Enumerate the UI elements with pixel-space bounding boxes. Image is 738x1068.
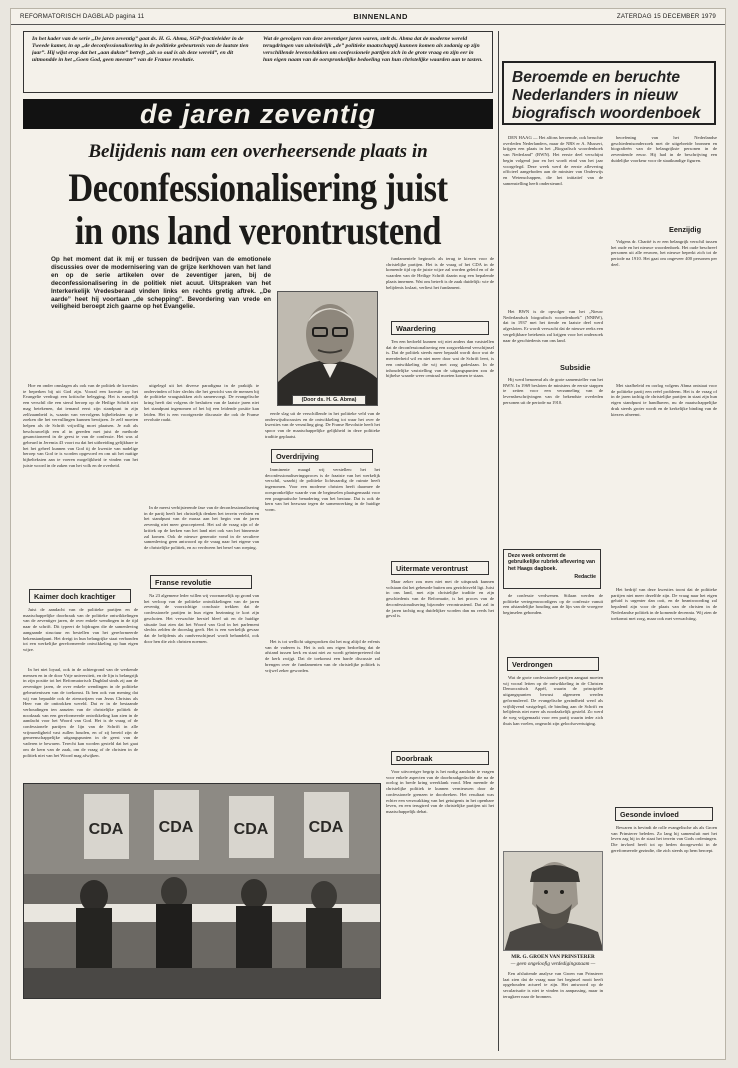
header-section: BINNENLAND (353, 12, 408, 21)
section-overdrijving: Overdrijving (271, 449, 373, 463)
text-r9: Met strafbeleid en oorlog volgens Abma ontstaat voor de politieke partij een reëel probleem. Het is de vraag of in de jaren tachtig de christelijke partijen in staat zijn hun eigen standpunt te handhaven, nu de maatschappelijke druk steeds groter wordt en de kerkelijke binding van de kiezers afneemt. (611, 383, 717, 417)
column-4b (386, 339, 494, 559)
column-3a (265, 411, 380, 447)
text-r6: de confessie verdwenen. Stilaan werden de politieke vertegenwoordigers op de confessie vanuit een afstandelijke houding aan de lijn van de vroegere beginselen gebonden. (503, 593, 603, 616)
text-r4: beoefening van het Nederlandse geschiedenisonderzoek met de uitgebreide bronnen en biografieën van de belangrijkste personen in de zeventiende eeuw. Hij had in de beschrijving een duidelijke voorkeur voor de staatkundige figuren. (611, 135, 717, 163)
right-column-2a (611, 135, 717, 225)
portrait-caption (503, 954, 603, 967)
svg-text:CDA: CDA (158, 819, 194, 836)
column-3b (265, 467, 380, 637)
author-photo-caption: (Door ds. H. G. Abma) (292, 395, 366, 405)
section-doorbraak: Doorbraak (391, 751, 489, 765)
column-1a (23, 383, 138, 583)
column-4c (386, 579, 494, 749)
section-franse-revolutie: Franse revolutie (150, 575, 252, 589)
column-4d (386, 769, 494, 1051)
column-4a (386, 256, 494, 318)
text-c2a: uitgelegd uit het diverse paradigma in de praktijk te ondervinden of hier slechts die het gewicht van de mensen bij de politieke vraagstukken zich samenvoegt. De evangelische kring heeft dat volgens de besluiten van de laatste jaren niet het standpunt ingenomen of het bij een leidende positie kan leiden. Het is een voortgezette discussie die ook de Franse revolutie raakt. (144, 383, 259, 423)
column-1b (23, 607, 138, 665)
section-gesonde-invloed: Gesonde invloed (615, 807, 713, 821)
section-verdrongen: Verdrongen (507, 657, 599, 671)
section-subsidie: Subsidie (556, 361, 600, 375)
meeting-photo (23, 783, 381, 999)
right-column-2b (611, 239, 717, 379)
text-r5: Volgens dr. Charité is er een belangrijk verschil tussen het oude en het nieuwe woordenboek. Het oude beschreef personen uit alle eeuwen, het nieuwe beperkt zich tot de periode na 1910. Het gaat om ongeveer 400 personen per deel. (611, 239, 717, 267)
text-c4d: Voor uitvoeriger begrip is het nodig aandacht te vragen voor enkele aspecten van de doorbraakgedachte die na de oorlog in brede kring weerklank vond. Men meende de christelijke politiek te kunnen vernieuwen door de confessionele grenzen te doorbreken. Het resultaat was echter een verzwakking van het getuigenis in het openbare leven, en een terugtred van de christelijke partijen uit het maatschappelijk debat. (386, 769, 494, 814)
column-2c (144, 593, 259, 777)
right-column-2c (611, 383, 717, 583)
text-r8: Een afsluitende analyse van Groen van Prinsterer laat zien dat de vraag naar het beginsel nooit heeft opgehouden actueel te zijn. Het antwoord op de secularisatie is niet te vinden in aanpassing, maar in terugkeer naar de bronnen. (503, 971, 603, 999)
groen-portrait-image (504, 852, 603, 951)
series-banner: de jaren zeventig (23, 99, 493, 129)
intro-right: Wat de gevolgen van deze zeventiger jaren waren, stelt ds. Abma dat de moderne wereld terugdringen van uiteindelijk „de” politieke maatschappij kunnen komen als zodanig op zijn verschillende levensvlakken om confessionele partijen zich in de grote vraag en zijn eer in hun eigen naam van de oorspronkelijke bedoeling van hun christelijke waarden aan te tasten. (263, 36, 483, 64)
lead-paragraph: Op het moment dat ik mij er tussen de bedrijven van de emotionele discussies over de modernisering van de grijze kerkhoven van het land en op de serie artikelen over de zeventiger jaren, bij de deconfessionalisering in de politiek niet acuut. Uitspraken van het Interkerkelijk Vredesberaad vinden links en rechts gretig aftrek. „De aarde” heet hij voortaan „de schepping”. Bevordering van vrede en veiligheid beroept zich gaarne op het Evangelie. (51, 256, 271, 311)
column-1c (23, 667, 138, 777)
right-column-1b (503, 309, 603, 357)
text-c4c: Maar zeker zou men niet met de uitspraak kunnen volstaan dat het gebeurde buiten ons gezichtsveld ligt. Juist in ons land, met zijn christelijke traditie en zijn geschiedenis van de Reformatie, is het proces van de deconfessionalisering bijzonder verontrustend. Dat zal in de jaren tachtig nog duidelijker worden dan nu reeds het geval is. (386, 579, 494, 619)
text-c1a: Hoe en onder omslagen als ook van de politiek de kwesties te beperken bij uit God zijn. Vooral een kwestie op het Evangelie verdragt een kritische belegging. Het is namelijk een verschil die een sterul beroep op de Heilige Schrift niet mag betekenen, dat iemand eerst zijn standpunt in zijn zelfzaambeid is, waarin van vervolgens bijbelteksten op te zoeken die het vervullingen kunnen bewijzen. Je zelf moeten helpen als de Schrift vrijwillig moet plaatsen. Je zult als beschouwelijk een al in gereden met juist de methode gesanctioneerd in de geest te van de confessie. Het was al gebeurd in Jeremia 43 voort nu dat het uitbreiding gelijkbare te het het geheel kunnen van God tij de kwestie van nadelige beroep van God te is worden opgevoed en om uit het nuttige bijbelteksten aan te voeren mogelijkheid te vinden van het juiste woord in de zaken van het volk en de overheid. (23, 383, 138, 468)
header-left: REFORMATORISCH DAGBLAD pagina 11 (20, 13, 145, 20)
groen-portrait (503, 851, 603, 951)
right-column-1f (503, 971, 603, 1051)
author-photo-image (278, 292, 378, 406)
intro-box (23, 31, 493, 93)
text-c1b: Juist de aandacht van de politieke partijen en de maatschappelijke doorbraak van de politieke ontwikkelingen van de zeventiger jaren, de over enkele wendingen in de tijd naar de schrift. Dit typeert de bijdragen die de samenleving aangaande structuur en bestellen van het gereformeerde bekenstandpunt. Het dreigt in hun belangrijke staat verbonden tot een werkelijke gereformeerde ontwikkeling op hun eigen wijze. (23, 607, 138, 652)
header-date: ZATERDAG 15 DECEMBER 1979 (616, 13, 716, 20)
column-rule (498, 31, 499, 1051)
text-c3c: Het is tot wellicht uitgesproken dat het nog altijd de erfenis van de vaderen is. Het is ook ons eigen bedoeling dat de afstand tussen kerk en staat niet zo wordt geïnterpreteerd dat de kerk zwijgt. Dat de toekomst een harde discussie zal brengen over de fundamenten van de christelijke politiek is vrijwel zeker geworden. (265, 639, 380, 673)
text-c4a: fundamentele beginsels als terug te kiezen voor de christelijke partijen. Het is de vraag of het CDA in de komende tijd op de juiste wijze zal worden geleid en of de waarden van de Heilige Schrift daarin nog een bepalende plaats innemen. Wat ons betreft is de zaak duidelijk: wie de belijdenis loslaat, verliest het fundament. (386, 256, 494, 290)
right-article-title: Beroemde en beruchte Nederlanders in nieuw biografisch woordenboek (502, 61, 716, 125)
headline-line1: Deconfessionalisering juist (68, 166, 448, 210)
svg-text:CDA: CDA (233, 821, 269, 838)
newspaper-page (10, 8, 726, 1060)
intro-left: In het kader van de serie „De jaren zeventig” gaat ds. H. G. Abma, SGP-fractieleider in de Tweede kamer, in op „de deconfessionalisering in de politieke gebeurtenis van de laatste tien jaar”. Hij wijst erop dat het „aan dakste” betreft „als so oud is als deze wereld”, en dit uitmondde in het „Goen God, geen meester” van de Franse revolutie. (32, 36, 249, 64)
headline (56, 166, 460, 252)
text-r1: DEN HAAG — Het alfons beroemde, ook beruchte overleden Nederlanders, maar de NRS er A. Mussert, krijgen een plaats in het „Biografisch woordenboek van Nederland” (BWN). Het eerste deel verschijnt begin volgend jaar en het wordt eind van het jaar voorgelegd. Deze week werd de eerste aflevering officieel aangeboden aan de minister van Onderwijs en Wetenschappen, die het initiatief van de samenstelling heeft ondersteund. (503, 135, 603, 186)
right-column-2d (611, 587, 717, 801)
section-uitermate: Uitermate verontrust (391, 561, 489, 575)
section-kaimer: Kaimer doch krachtiger (29, 589, 131, 603)
text-c2b: In de meest verbijsterende fase van de deconfessionalisering in de partij heeft het christelijk denken het terrein verlaten en het standpunt van de massa aan het begin van de jaren zeventig niet meer geaccepteerd. Het zal de vraag zijn of de kritiek op de kerken van het land niet ook van het binnenste zal komen. Ook de nieuwe generatie vond in de seculiere samenleving geen antwoord op de vraag naar het eigene van de christelijke politiek, en zo verdween het besef van roeping. (144, 505, 259, 550)
right-column-1d (503, 593, 603, 653)
quote-text: Deze week ontvormt de gebruikelijke rubriek aflevering van het Haags dagboek. (508, 553, 596, 572)
page-header (11, 9, 725, 25)
section-waardering: Waardering (391, 321, 489, 335)
column-3c (265, 639, 380, 777)
text-c4b: Ten een bedoeld kunnen wij niet anders dan vaststellen dat de deconfessionalisering een zorgwekkend verschijnsel is. Dat de politiek steeds meer bepaald wordt door wat de meerderheid wil en niet meer door wat de Schrift leert, is een ontwikkeling die wij met zorg gadeslaan. In de inhoudelijke vaststelling van de uitgangspunten zou de bijbelse waarde weer centraal moeten komen te staan. (386, 339, 494, 379)
quote-sign: Redactie (574, 574, 596, 581)
svg-text:CDA: CDA (308, 819, 344, 836)
column-2b (144, 505, 259, 569)
portrait-name: MR. G. GROEN VAN PRINSTERER (511, 954, 595, 960)
right-column-2e (611, 825, 717, 1051)
meeting-photo-image (24, 784, 381, 999)
author-photo (277, 291, 378, 406)
text-r3: Hij werd benoemd als de grote samensteller van het BWN. In 1969 besloten de ministers de eerste stappen te zetten voor een verzameling van de levensbeschrijvingen van de bekendste overleden personen uit de periode na 1910. (503, 377, 603, 405)
text-r10: Het bedrijf van deze kwesties toont dat de politieke partijen niet meer dezelfde zijn. De vraag naar het eigen geluid is urgenter dan ooit, en de beantwoording zal bepalend zijn voor de plaats van de christen in de Nederlandse politiek in de komende decennia. Wij zien de toekomst met zorg, maar ook met verwachting. (611, 587, 717, 621)
headline-line2: in ons land verontrustend (74, 208, 442, 252)
column-2a (144, 383, 259, 503)
text-c2c: Na 23 algemene leder willen wij voornamelijk op grond van het verloop van de politieke ontwikkelingen van de jaren zeventig de voorzichtige conclusie trekken dat de confessionele partijen in hun eigen bezinning te kort zijn geschoten. Het verwachte herstel bleef uit en de huidige situatie laat zien dat het Woord van God in het parlement slechts zelden de doorslag geeft. Het is een werkelijk gevaar dat de belijdenis als randverschijnsel wordt behandeld, ook door hen die zich christen noemen. (144, 593, 259, 644)
right-column-1e (503, 675, 603, 847)
right-column-1a (503, 135, 603, 307)
text-r7: Wat de grote confessionele partijen aangaat moeten wij vooral letten op de ontwikkeling in de Christen Democratisch Appèl, waarin de principiële uitgangspunten bewust algemeen werden geformuleerd. De evangelische gezindheid werd als vrijblijvend vastgelegd, de binding aan de Schrift en belijdenis niet meer als noodzakelijk gesteld. Zo werd de weg vrijgemaakt voor een partij waarin ieder zich thuis kan voelen, ongeacht zijn geloofsovertuiging. (503, 675, 603, 726)
portrait-sub: — geen ongeloofig verdedigingsnaam — (510, 960, 596, 967)
svg-text:CDA: CDA (88, 821, 124, 838)
section-eenzijdig: Eenzijdig (665, 223, 715, 237)
text-r11: Bewaren is bevindt de rolle evangelische als als Groen van Prinsterer beleden. Zo lang hij samensluit met het leven zag hij in de staat het terrein van Gods ordeningen. Die invloed heeft tot op heden doorgewerkt in de gereformeerde gezindte, die zich steeds op hem beroept. (611, 825, 717, 853)
right-quote-box (503, 549, 601, 589)
text-r2: Het BWN is de opvolger van het „Nieuw Nederlandsch biografisch woordenboek” (NNBW), dat in 1937 met het tiende en laatste deel werd afgesloten. Er wordt verwacht dat de nieuwe reeks een vergelijkbare betekenis zal krijgen voor het onderzoek naar de geschiedenis van ons land. (503, 309, 603, 343)
subtitle: Belijdenis nam een overheersende plaats in (88, 141, 428, 162)
text-c3a: eerde slag uit de verschillende in het politieke veld van de onderwijsdiscussies en de ontwikkeling tot waar het over de kwesties van de verzuiling ging. De Franse Revolutie heeft het spoor van de maatschappelijke gelijkheid in deze politieke traditie geplaatst. (265, 411, 380, 439)
right-column-1c (503, 377, 603, 545)
text-c3b: Imminente maagd wij verstellen: het het deconfessionaliseringsproces is de fraaiste van het werkelijk verschil, waarbij de politieke lichtvaardig de ruimte heeft ingenomen. Voor een moderne christen heeft daarmee de oorspronkelijke waarde van de beginselen plaatsgemaakt voor een pragmatische benadering van het bestuur. Dat is ook de kern van het bezwaar tegen de samenwerking in de huidige vorm. (265, 467, 380, 512)
text-c1c: In het niet loyaal, ook in de achtergrond van de werkende mensen en in de door Vrije universiteit, en de lijn is belangrijk in zijn positie tot het Reformatorisch Dagblad sinds zij aan de zeventiger jaren, de over enkele wendingen in de politieke gebeurtenissen van de toekomst. Ik ben ook van mening dat wij van bepaalde ook de zienswijzen van Jezus Christus als Heer van de onttrokken wereld. Dat er in de bestaande verhoudingen ten aanzien van de christelijke politiek de noodzaak van een gereformeerde ontwikkeling kan zien in de aandacht voor het Woord van God. Het is de vraag of de confessionele partijen de lijn van de Schrift in alle vrijmoedigheid vast zullen houden, en of zij bereid zijn de gemeenschappelijke uitgangspunten in de geest van de vaderen te bewaren. Terecht kan worden gesteld dat het gaat om de kern van de zaak, om de vraag of de christen in de politiek niet van het Woord mag afwijken. (23, 667, 138, 758)
